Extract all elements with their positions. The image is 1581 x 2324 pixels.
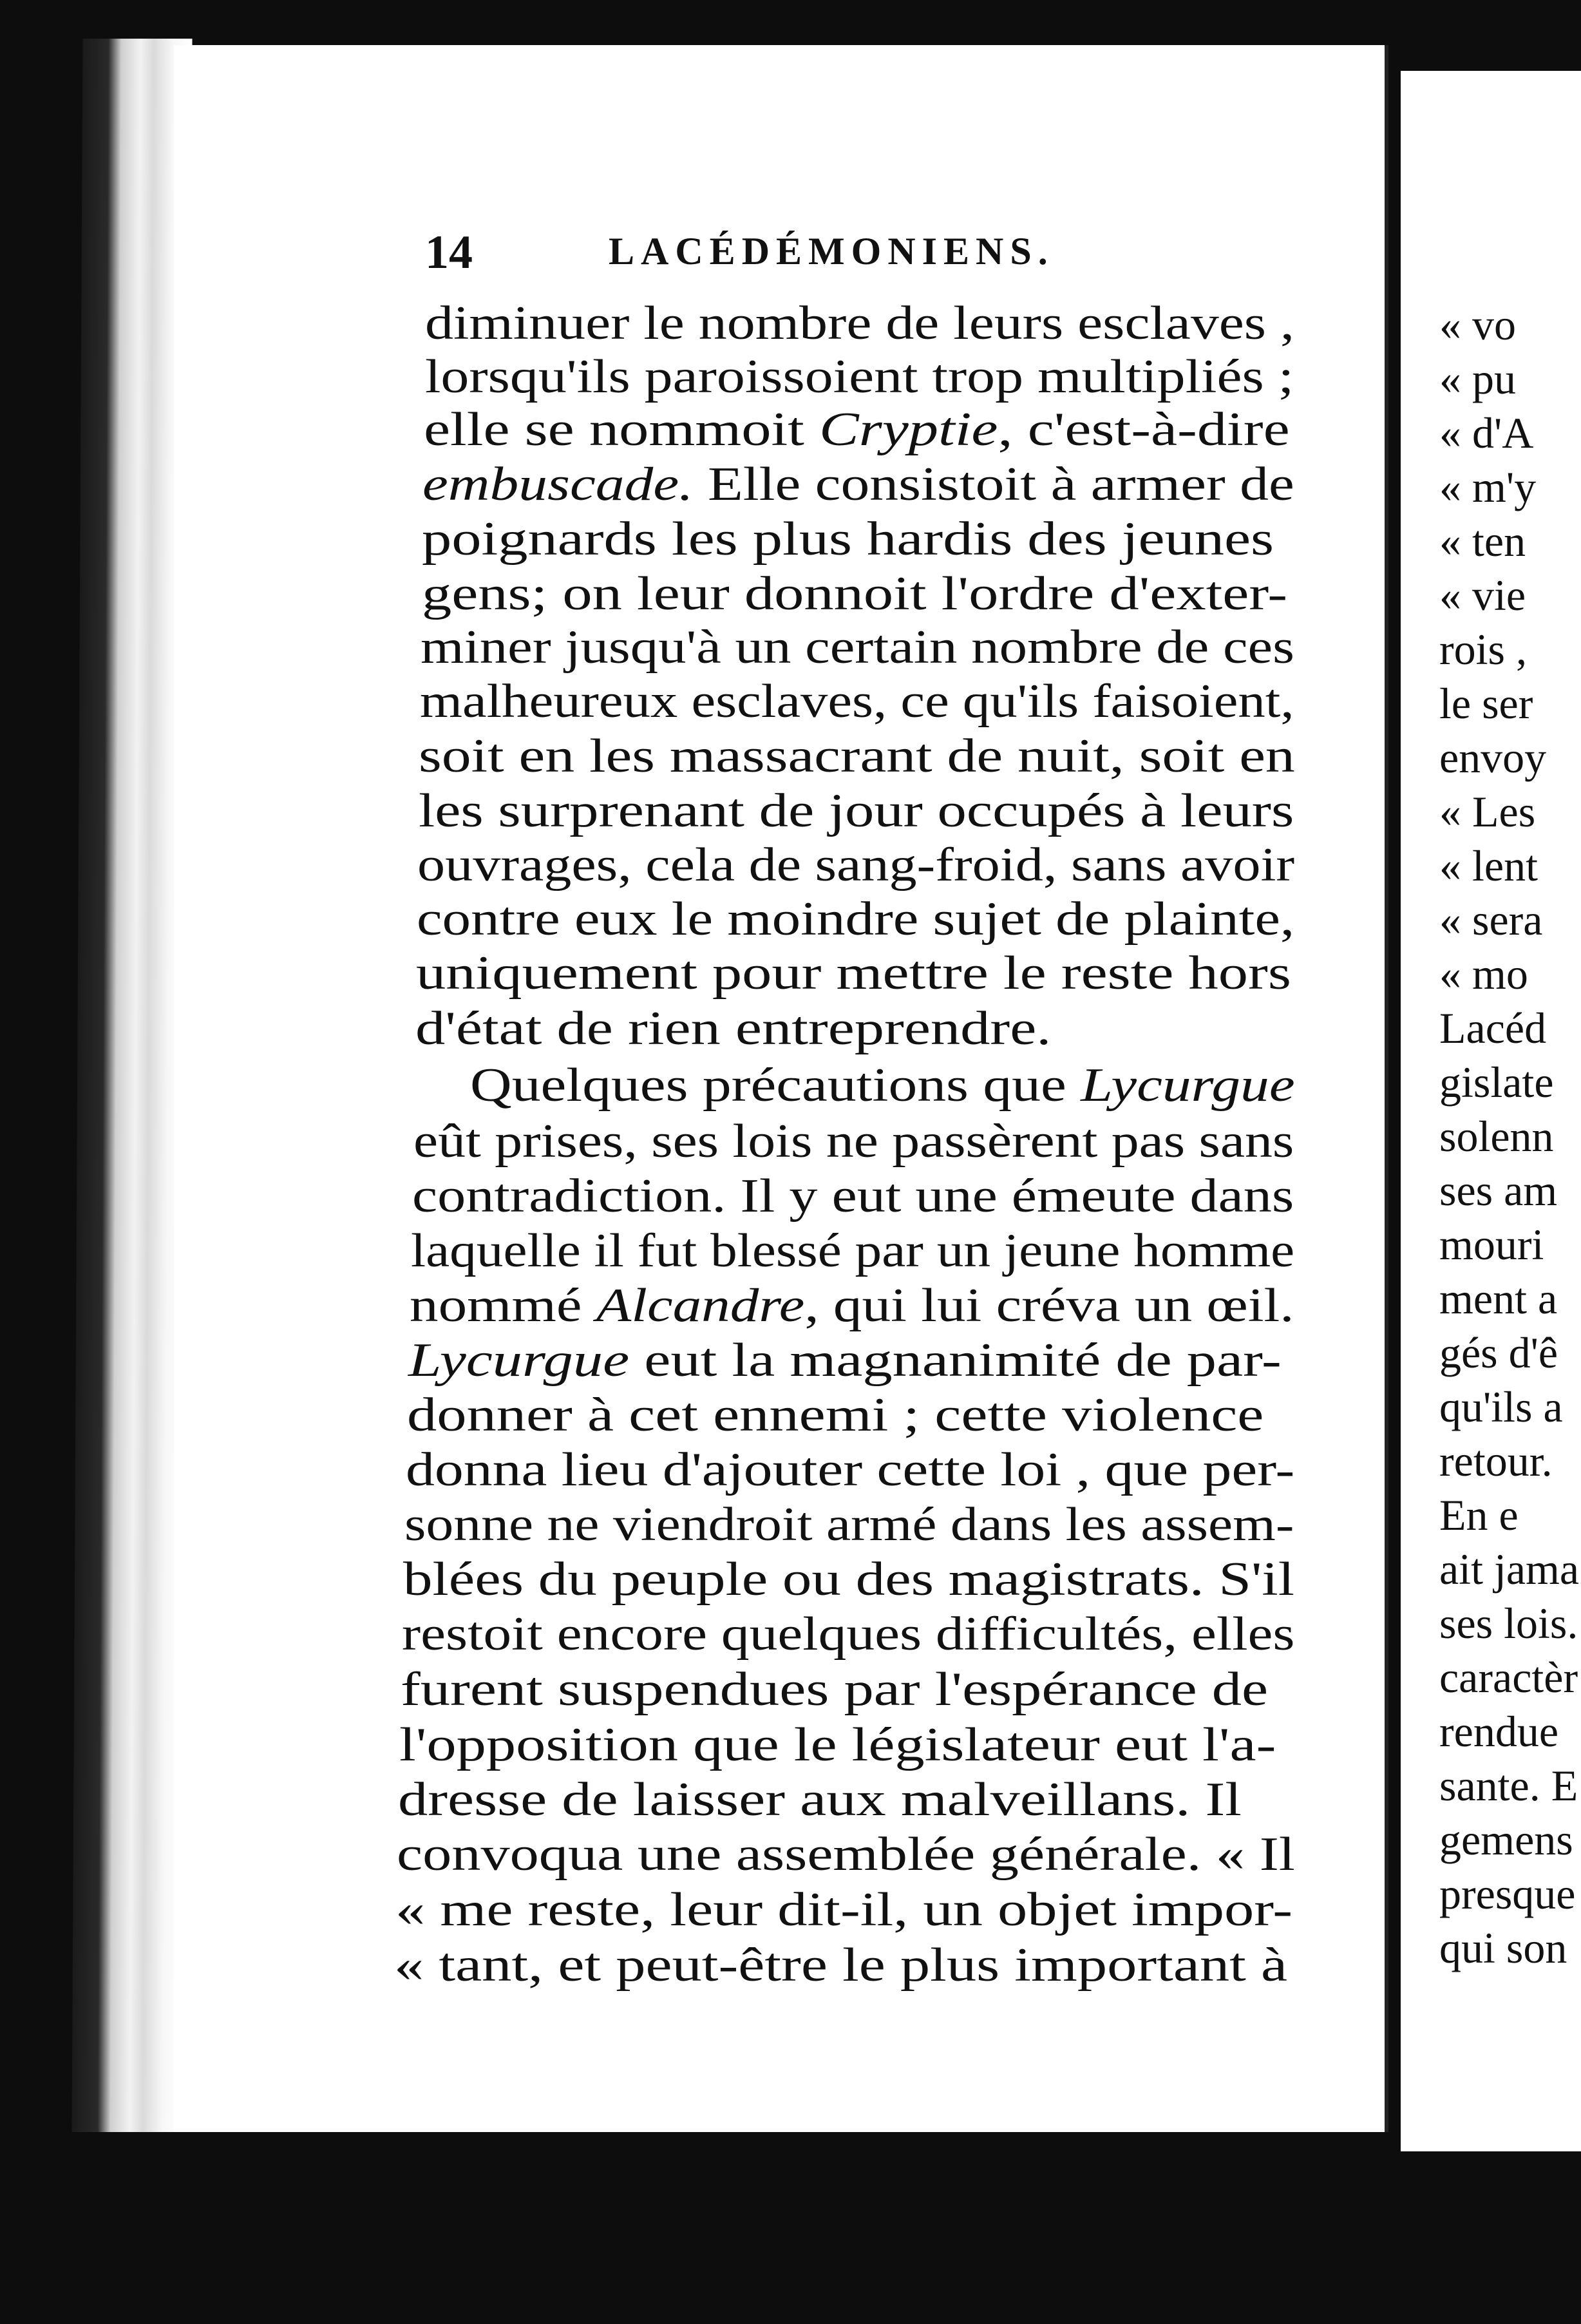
text-line (424, 403, 1290, 456)
right-line: envoy (1439, 733, 1547, 782)
text-line: blées du peuple ou des magistrats. S'il (403, 1553, 1295, 1606)
text-line: les surprenant de jour occupés à leurs (419, 785, 1294, 837)
right-line: « Les (1439, 787, 1536, 836)
text-line: gens; on leur donnoit l'ordre d'exter- (422, 567, 1288, 620)
text-line: donner à cet ennemi ; cette violence (407, 1389, 1264, 1442)
text-line: l'opposition que le législateur eut l'a- (399, 1719, 1276, 1771)
text-line: dresse de laisser aux malveillans. Il (398, 1773, 1242, 1826)
text-line: lorsqu'ils paroissoient trop multipliés ; (425, 350, 1294, 403)
text-line: sonne ne viendroit armé dans les assem- (404, 1498, 1294, 1551)
right-line: « vie (1439, 571, 1526, 620)
text-line: convoqua une assemblée générale. « Il (397, 1828, 1295, 1881)
text-span: nommé (410, 1279, 582, 1332)
right-line: « vo (1439, 300, 1516, 349)
text-line: ouvrages, cela de sang-froid, sans avoir (417, 839, 1295, 891)
text-line: soit en les massacrant de nuit, soit en (419, 730, 1295, 783)
right-line: qui son (1439, 1923, 1567, 1972)
text-line: donna lieu d'ajouter cette loi , que per- (406, 1443, 1295, 1496)
right-line: « lent (1439, 841, 1538, 890)
text-line: miner jusqu'à un certain nombre de ces (421, 621, 1294, 674)
italic-term: Cryptie (819, 403, 998, 456)
right-line: rendue (1439, 1707, 1559, 1756)
right-line: ment a (1439, 1274, 1558, 1323)
text-line: poignards les plus hardis des jeunes (422, 513, 1274, 566)
right-line: retour. (1439, 1436, 1553, 1485)
text-span: Elle consistoit à armer de (707, 458, 1294, 511)
text-span: Quelques précautions que (470, 1059, 1066, 1112)
right-line: gés d'ê (1439, 1328, 1558, 1377)
right-line: « ten (1439, 517, 1526, 566)
right-line: « m'y (1439, 462, 1537, 511)
right-line: gislate (1439, 1058, 1554, 1107)
right-line: « pu (1439, 354, 1516, 403)
right-line: gemens (1439, 1815, 1573, 1864)
right-line: rois , (1439, 625, 1527, 674)
right-line: mouri (1439, 1220, 1544, 1269)
right-line: ses lois. (1439, 1599, 1578, 1648)
text-line: d'état de rien entreprendre. (415, 1002, 1052, 1055)
text-line (410, 1279, 1294, 1332)
text-line (408, 1334, 1282, 1387)
text-line: « tant, et peut-être le plus important à (394, 1939, 1288, 1992)
page-number: 14 (425, 226, 473, 279)
right-line: En e (1439, 1491, 1519, 1539)
running-head: LACÉDÉMONIENS. (609, 230, 1054, 272)
right-line: ait jama (1439, 1545, 1580, 1594)
right-line: presque (1439, 1869, 1576, 1918)
text-span: , qui lui créva un œil. (804, 1279, 1294, 1332)
text-line: restoit encore quelques difficultés, elles (402, 1608, 1295, 1661)
text-span: , c'est-à-dire (998, 403, 1290, 456)
text-line: contradiction. Il y eut une émeute dans (412, 1170, 1294, 1223)
right-line: sante. E (1439, 1761, 1578, 1810)
text-line (422, 458, 1294, 511)
text-line: diminuer le nombre de leurs esclaves , (425, 297, 1294, 350)
right-line: « sera (1439, 895, 1543, 944)
text-line (470, 1059, 1295, 1112)
right-line: « d'A (1439, 408, 1534, 457)
text-line: malheureux esclaves, ce qu'ils faisoient, (420, 675, 1294, 728)
italic-term: embuscade. (422, 458, 694, 511)
text-line: eût prises, ses lois ne passèrent pas sans (413, 1115, 1294, 1168)
right-line: caractèr (1439, 1653, 1578, 1702)
italic-term: Lycurgue (408, 1334, 630, 1387)
right-line: le ser (1439, 679, 1533, 728)
text-line: laquelle il fut blessé par un jeune homme (411, 1224, 1295, 1277)
right-line: solenn (1439, 1112, 1554, 1161)
right-line: Lacéd (1439, 1004, 1547, 1052)
right-line: « mo (1439, 949, 1528, 998)
text-line: « me reste, leur dit-il, un objet impor- (395, 1883, 1293, 1936)
text-line: contre eux le moindre sujet de plainte, (417, 893, 1295, 946)
text-span: eut la magnanimité de par- (644, 1334, 1282, 1387)
italic-term: Alcandre (596, 1279, 805, 1332)
text-span: elle se nommoit (424, 403, 804, 456)
italic-term: Lycurgue (1081, 1059, 1295, 1112)
right-line: qu'ils a (1439, 1382, 1563, 1431)
text-line: furent suspendues par l'espérance de (401, 1663, 1269, 1716)
text-line: uniquement pour mettre le reste hors (416, 947, 1291, 1000)
right-line: ses am (1439, 1166, 1558, 1215)
